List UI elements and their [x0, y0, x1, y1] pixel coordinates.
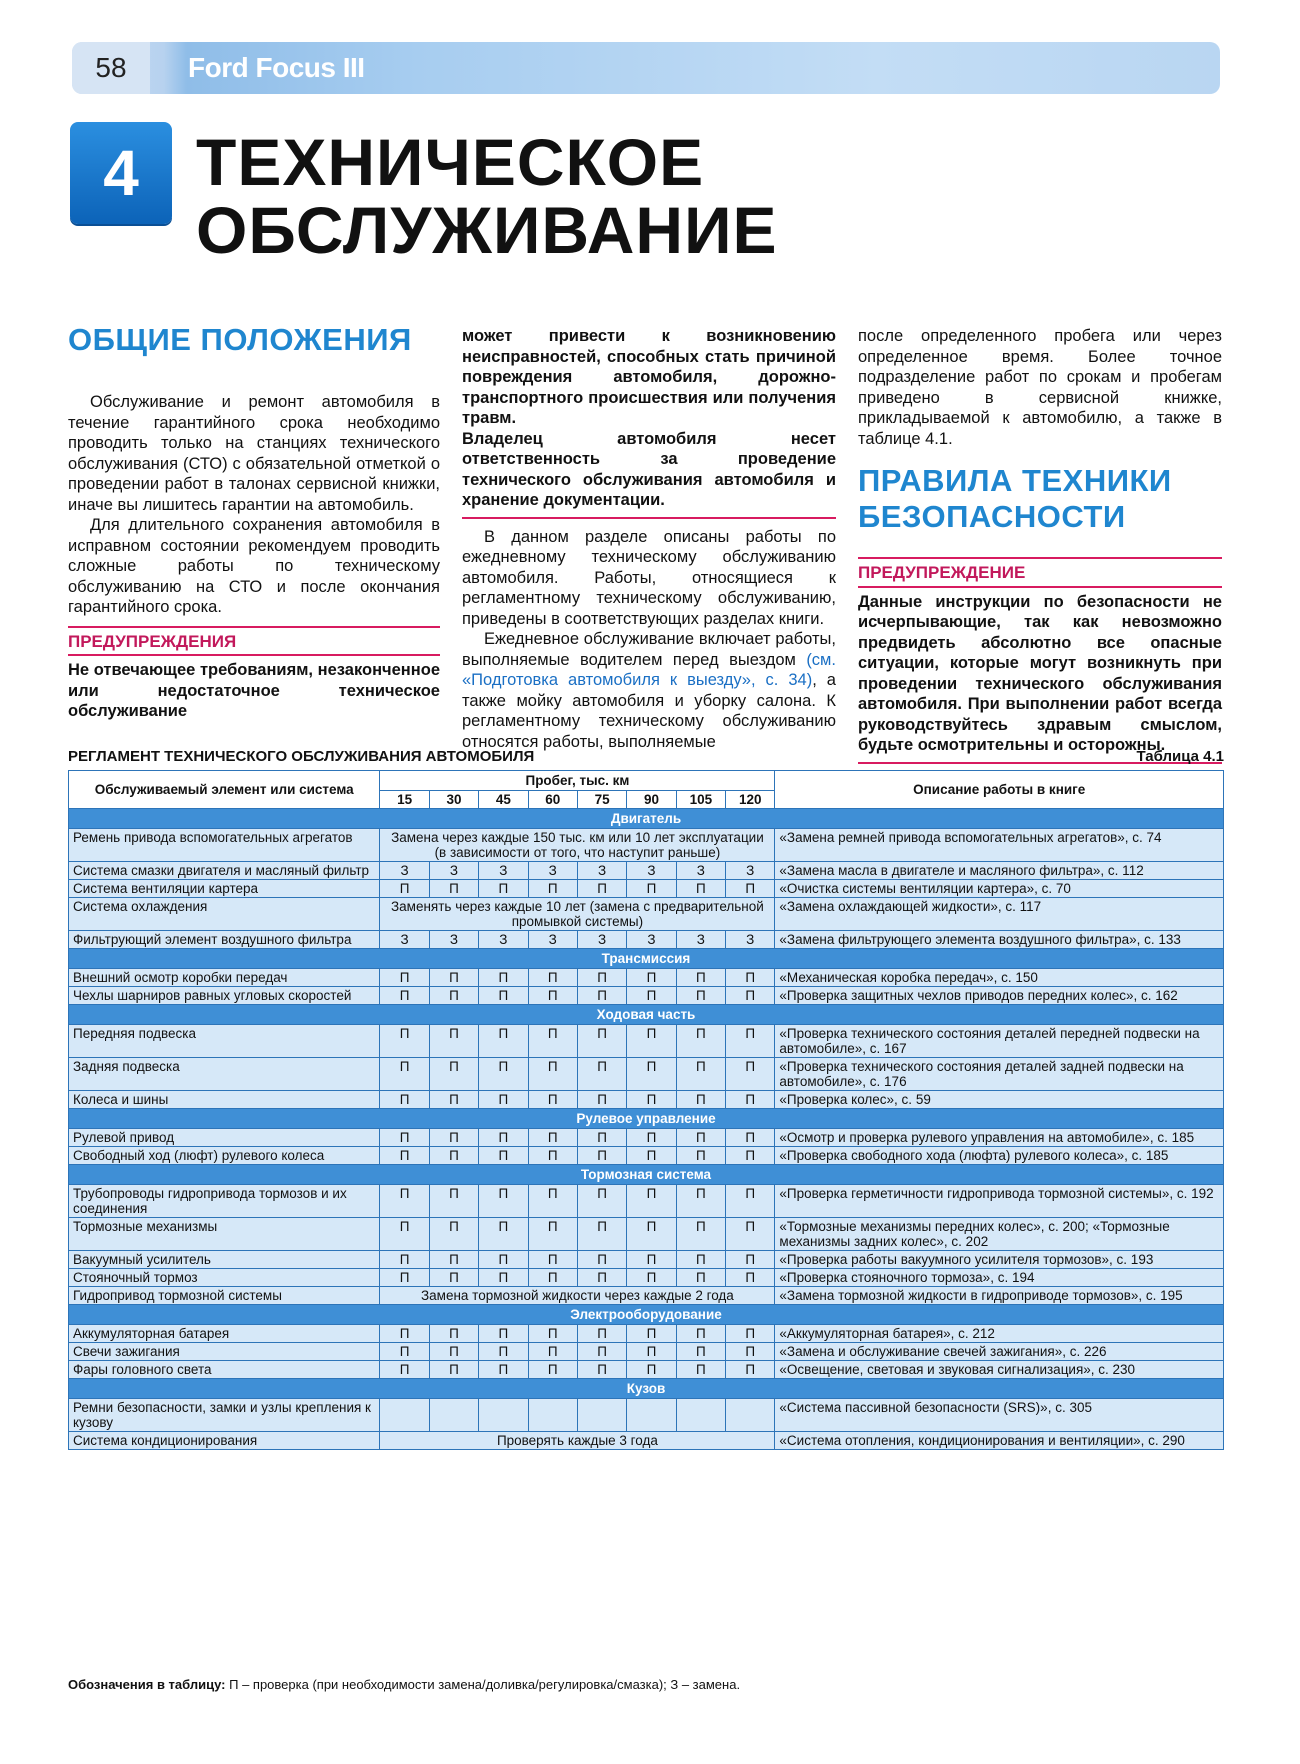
row-mileage-value: П — [528, 1129, 577, 1147]
row-mileage-value: П — [676, 1343, 725, 1361]
row-description: «Очистка системы вентиляции картера», с. 70 — [775, 880, 1224, 898]
header-item: Обслуживаемый элемент или система — [69, 771, 380, 809]
warning-heading: ПРЕДУПРЕЖДЕНИЕ — [858, 557, 1222, 584]
table-row — [69, 1147, 1224, 1165]
row-item-name: Тормозные механизмы — [69, 1218, 380, 1251]
row-description: «Система пассивной безопасности (SRS)», с. 305 — [775, 1399, 1224, 1432]
row-description: «Система отопления, кондиционирования и вентиляции», с. 290 — [775, 1432, 1224, 1450]
row-mileage-value: П — [726, 1091, 775, 1109]
row-item-name: Система смазки двигателя и масляный фильтр — [69, 862, 380, 880]
table-row — [69, 1269, 1224, 1287]
cross-reference-link[interactable]: (см. «Подготовка автомобиля к выезду», с. 34) — [462, 650, 836, 689]
row-mileage-value: П — [577, 1058, 626, 1091]
table-row — [69, 1091, 1224, 1109]
row-item-name: Ремни безопасности, замки и узлы крепления к кузову — [69, 1399, 380, 1432]
row-mileage-value — [479, 1399, 528, 1432]
row-mileage-value: П — [676, 1251, 725, 1269]
row-mileage-value: П — [429, 1343, 478, 1361]
row-mileage-value: П — [528, 1218, 577, 1251]
row-item-name: Чехлы шарниров равных угловых скоростей — [69, 987, 380, 1005]
table-row — [69, 1185, 1224, 1218]
row-mileage-value: П — [479, 1269, 528, 1287]
table-row — [69, 1432, 1224, 1450]
mileage-column-header: 90 — [627, 791, 676, 809]
row-item-name: Фильтрующий элемент воздушного фильтра — [69, 931, 380, 949]
row-mileage-value: П — [380, 1025, 429, 1058]
chapter-title: ТЕХНИЧЕСКОЕ ОБСЛУЖИВАНИЕ — [196, 125, 778, 267]
row-description: «Замена фильтрующего элемента воздушного фильтра», с. 133 — [775, 931, 1224, 949]
row-mileage-value: П — [380, 969, 429, 987]
table-row — [69, 1251, 1224, 1269]
mileage-column-header: 15 — [380, 791, 429, 809]
row-mileage-value: П — [627, 1129, 676, 1147]
row-mileage-value: П — [429, 1025, 478, 1058]
row-mileage-value: П — [429, 1129, 478, 1147]
maintenance-table — [68, 770, 1224, 1450]
row-mileage-value: П — [726, 1025, 775, 1058]
row-mileage-value — [676, 1399, 725, 1432]
row-item-name: Свободный ход (люфт) рулевого колеса — [69, 1147, 380, 1165]
row-mileage-value: П — [429, 1091, 478, 1109]
row-description: «Освещение, световая и звуковая сигнализация», с. 230 — [775, 1361, 1224, 1379]
row-description: «Замена тормозной жидкости в гидроприводе тормозов», с. 195 — [775, 1287, 1224, 1305]
table-section-row — [69, 1379, 1224, 1399]
row-mileage-value: П — [479, 1147, 528, 1165]
row-description: «Замена охлаждающей жидкости», с. 117 — [775, 898, 1224, 931]
row-mileage-value: П — [380, 1058, 429, 1091]
row-mileage-value: П — [528, 1361, 577, 1379]
row-mileage-value: П — [577, 1185, 626, 1218]
section-heading-general: ОБЩИЕ ПОЛОЖЕНИЯ — [68, 322, 412, 357]
row-mileage-value: П — [676, 1091, 725, 1109]
row-mileage-value: П — [676, 1269, 725, 1287]
row-item-name: Рулевой привод — [69, 1129, 380, 1147]
row-mileage-value: П — [627, 1325, 676, 1343]
header-mileage: Пробег, тыс. км — [380, 771, 775, 791]
row-mileage-value: П — [676, 1025, 725, 1058]
row-item-name: Стояночный тормоз — [69, 1269, 380, 1287]
row-mileage-value: П — [676, 987, 725, 1005]
row-mileage-value: П — [676, 880, 725, 898]
row-mileage-value: П — [528, 987, 577, 1005]
mileage-column-header: 30 — [429, 791, 478, 809]
row-mileage-value: П — [528, 1343, 577, 1361]
row-description: «Замена масла в двигателе и масляного фильтра», с. 112 — [775, 862, 1224, 880]
row-mileage-value: П — [528, 880, 577, 898]
row-item-name: Аккумуляторная батарея — [69, 1325, 380, 1343]
row-mileage-value: П — [726, 1269, 775, 1287]
row-mileage-value: П — [627, 987, 676, 1005]
row-interval-note: Проверять каждые 3 года — [380, 1432, 775, 1450]
row-item-name: Ремень привода вспомогательных агрегатов — [69, 829, 380, 862]
page-number: 58 — [72, 42, 150, 94]
column-3 — [858, 326, 1222, 772]
table-row — [69, 880, 1224, 898]
row-item-name: Система охлаждения — [69, 898, 380, 931]
row-item-name: Система вентиляции картера — [69, 880, 380, 898]
row-mileage-value: П — [479, 1361, 528, 1379]
table-row — [69, 1058, 1224, 1091]
row-mileage-value: П — [380, 1147, 429, 1165]
row-mileage-value: П — [627, 1343, 676, 1361]
row-item-name: Фары головного света — [69, 1361, 380, 1379]
paragraph: Для длительного сохранения автомобиля в исправном состоянии рекомендуем проводить сложные работы по техническому обслуживанию на СТО и после окончания гарантийного срока. — [68, 516, 440, 616]
row-mileage-value: П — [479, 1218, 528, 1251]
row-mileage-value: З — [676, 931, 725, 949]
row-mileage-value: П — [577, 1218, 626, 1251]
row-mileage-value: П — [429, 1269, 478, 1287]
row-mileage-value: П — [429, 1218, 478, 1251]
row-mileage-value: П — [429, 1058, 478, 1091]
row-description: «Проверка герметичности гидропривода тормозной системы», с. 192 — [775, 1185, 1224, 1218]
row-mileage-value: П — [429, 1361, 478, 1379]
table-row — [69, 1343, 1224, 1361]
table-row — [69, 931, 1224, 949]
row-mileage-value: П — [380, 987, 429, 1005]
row-mileage-value — [380, 1399, 429, 1432]
row-mileage-value: П — [627, 1185, 676, 1218]
row-mileage-value — [429, 1399, 478, 1432]
section-title: Рулевое управление — [69, 1109, 1224, 1129]
row-mileage-value: З — [479, 862, 528, 880]
header-description: Описание работы в книге — [775, 771, 1224, 809]
row-mileage-value: П — [726, 1147, 775, 1165]
row-mileage-value: П — [380, 1185, 429, 1218]
row-mileage-value: З — [577, 931, 626, 949]
section-title: Кузов — [69, 1379, 1224, 1399]
row-description: «Проверка свободного хода (люфта) рулевого колеса», с. 185 — [775, 1147, 1224, 1165]
row-mileage-value: З — [726, 931, 775, 949]
row-description: «Проверка стояночного тормоза», с. 194 — [775, 1269, 1224, 1287]
row-mileage-value: П — [429, 987, 478, 1005]
warning-text: Владелец автомобиля несет ответственность за проведение технического обслуживания автомобиля и хранение документации. — [462, 429, 836, 509]
row-mileage-value: П — [528, 1185, 577, 1218]
row-mileage-value: П — [577, 880, 626, 898]
row-mileage-value: П — [627, 880, 676, 898]
row-mileage-value: П — [528, 1058, 577, 1091]
row-description: «Тормозные механизмы передних колес», с. 200; «Тормозные механизмы задних колес», с. 202 — [775, 1218, 1224, 1251]
table-number: Таблица 4.1 — [1136, 748, 1224, 765]
divider — [858, 586, 1222, 588]
paragraph: после определенного пробега или через определенное время. Более точное подразделение работ по срокам и пробегам приведено в сервисной книжке, прикладываемой к автомобилю, а также в таблице 4.1. — [858, 327, 1222, 448]
row-mileage-value: П — [429, 1325, 478, 1343]
table-row — [69, 969, 1224, 987]
row-mileage-value: П — [676, 1361, 725, 1379]
row-mileage-value: П — [380, 1269, 429, 1287]
table-row — [69, 1325, 1224, 1343]
row-interval-note: Заменять через каждые 10 лет (замена с предварительной промывкой системы) — [380, 898, 775, 931]
table-row — [69, 1025, 1224, 1058]
row-mileage-value: П — [479, 1025, 528, 1058]
row-mileage-value: П — [380, 1343, 429, 1361]
mileage-column-header: 105 — [676, 791, 725, 809]
table-section-row — [69, 1109, 1224, 1129]
row-mileage-value: П — [577, 1251, 626, 1269]
row-mileage-value: П — [479, 1325, 528, 1343]
row-mileage-value: П — [676, 1325, 725, 1343]
table-row — [69, 829, 1224, 862]
row-mileage-value: З — [380, 862, 429, 880]
row-mileage-value: П — [627, 1251, 676, 1269]
row-mileage-value: П — [429, 969, 478, 987]
row-mileage-value: П — [627, 1025, 676, 1058]
row-mileage-value: З — [726, 862, 775, 880]
row-mileage-value: З — [479, 931, 528, 949]
row-mileage-value: П — [726, 1325, 775, 1343]
row-description: «Замена ремней привода вспомогательных агрегатов», с. 74 — [775, 829, 1224, 862]
row-mileage-value: П — [429, 1185, 478, 1218]
row-mileage-value: П — [528, 1091, 577, 1109]
row-mileage-value: П — [577, 1269, 626, 1287]
paragraph: В данном разделе описаны работы по ежедневному техническому обслуживанию автомобиля. Работы, относящиеся к регламентному техническому обслуживанию, приведены в соответствующих разделах книги. — [462, 527, 836, 628]
row-description: «Проверка колес», с. 59 — [775, 1091, 1224, 1109]
row-mileage-value: П — [676, 1129, 725, 1147]
row-mileage-value: П — [627, 1058, 676, 1091]
row-mileage-value: З — [676, 862, 725, 880]
row-mileage-value: П — [429, 880, 478, 898]
row-item-name: Внешний осмотр коробки передач — [69, 969, 380, 987]
table-row — [69, 1129, 1224, 1147]
row-mileage-value: П — [726, 987, 775, 1005]
row-item-name: Трубопроводы гидропривода тормозов и их соединения — [69, 1185, 380, 1218]
row-mileage-value: П — [528, 1251, 577, 1269]
row-mileage-value: П — [479, 1091, 528, 1109]
row-mileage-value: П — [676, 1218, 725, 1251]
row-mileage-value: П — [479, 880, 528, 898]
row-description: «Аккумуляторная батарея», с. 212 — [775, 1325, 1224, 1343]
section-title: Двигатель — [69, 809, 1224, 829]
row-mileage-value: П — [479, 1129, 528, 1147]
column-1 — [68, 322, 440, 722]
row-mileage-value — [726, 1399, 775, 1432]
row-mileage-value: П — [429, 1147, 478, 1165]
row-mileage-value: П — [577, 1129, 626, 1147]
row-description: «Проверка защитных чехлов приводов передних колес», с. 162 — [775, 987, 1224, 1005]
row-mileage-value: П — [726, 880, 775, 898]
row-mileage-value: П — [528, 1325, 577, 1343]
table-row — [69, 1399, 1224, 1432]
row-mileage-value: П — [627, 1269, 676, 1287]
row-interval-note: Замена через каждые 150 тыс. км или 10 лет эксплуатации (в зависимости от того, что наступит раньше) — [380, 829, 775, 862]
row-mileage-value: П — [479, 1343, 528, 1361]
row-mileage-value: П — [726, 1129, 775, 1147]
mileage-column-header: 75 — [577, 791, 626, 809]
row-mileage-value: З — [627, 931, 676, 949]
row-mileage-value: П — [380, 1325, 429, 1343]
row-mileage-value: П — [479, 987, 528, 1005]
table-section-row — [69, 949, 1224, 969]
mileage-column-header: 60 — [528, 791, 577, 809]
table-section-row — [69, 809, 1224, 829]
row-mileage-value: П — [479, 1251, 528, 1269]
row-description: «Проверка технического состояния деталей задней подвески на автомобиле», с. 176 — [775, 1058, 1224, 1091]
row-description: «Проверка работы вакуумного усилителя тормозов», с. 193 — [775, 1251, 1224, 1269]
row-mileage-value: П — [577, 1361, 626, 1379]
table-row — [69, 898, 1224, 931]
row-mileage-value: П — [577, 1343, 626, 1361]
row-mileage-value: З — [380, 931, 429, 949]
row-mileage-value: П — [676, 1185, 725, 1218]
chapter-number: 4 — [70, 122, 172, 224]
row-mileage-value: П — [676, 1147, 725, 1165]
warning-text: может привести к возникновению неисправностей, способных стать причиной повреждения автомобиля, дорожно-транспортного происшествия или получения травм. — [462, 327, 836, 427]
section-title: Ходовая часть — [69, 1005, 1224, 1025]
row-mileage-value: П — [380, 1251, 429, 1269]
row-mileage-value: П — [726, 1185, 775, 1218]
row-mileage-value: П — [627, 969, 676, 987]
row-item-name: Гидропривод тормозной системы — [69, 1287, 380, 1305]
row-item-name: Свечи зажигания — [69, 1343, 380, 1361]
warning-text: Данные инструкции по безопасности не исчерпывающие, так как невозможно предвидеть абсолютно все опасные ситуации, которые могут возникнуть при проведении технического обслуживания автомобиля. При выполнении работ всегда руководствуйтесь здравым смыслом, будьте осмотрительны и осторожны. — [858, 592, 1222, 754]
table-legend: Обозначения в таблицу: П – проверка (при необходимости замена/доливка/регулировка/смазка); З – замена. — [68, 1677, 741, 1692]
row-mileage-value: П — [577, 987, 626, 1005]
warning-text: Не отвечающее требованиям, незаконченное или недостаточное техническое обслуживание — [68, 661, 440, 720]
row-mileage-value: З — [528, 931, 577, 949]
section-heading-safety: ПРАВИЛА ТЕХНИКИ БЕЗОПАСНОСТИ — [858, 463, 1172, 534]
mileage-column-header: 45 — [479, 791, 528, 809]
row-description: «Проверка технического состояния деталей передней подвески на автомобиле», с. 167 — [775, 1025, 1224, 1058]
section-title: Трансмиссия — [69, 949, 1224, 969]
mileage-column-header: 120 — [726, 791, 775, 809]
row-mileage-value: П — [528, 969, 577, 987]
warning-heading: ПРЕДУПРЕЖДЕНИЯ — [68, 626, 440, 653]
row-mileage-value: З — [429, 931, 478, 949]
row-mileage-value: П — [726, 969, 775, 987]
row-mileage-value: П — [528, 1025, 577, 1058]
table-section-row — [69, 1305, 1224, 1325]
row-mileage-value: П — [479, 1058, 528, 1091]
row-mileage-value: П — [479, 969, 528, 987]
table-section-row — [69, 1005, 1224, 1025]
table-row — [69, 987, 1224, 1005]
row-mileage-value: П — [380, 1361, 429, 1379]
row-description: «Механическая коробка передач», с. 150 — [775, 969, 1224, 987]
row-mileage-value: П — [726, 1218, 775, 1251]
row-mileage-value: П — [676, 969, 725, 987]
book-title: Ford Focus III — [188, 52, 365, 83]
row-mileage-value: П — [726, 1251, 775, 1269]
row-mileage-value: З — [528, 862, 577, 880]
row-item-name: Колеса и шины — [69, 1091, 380, 1109]
row-mileage-value: П — [528, 1269, 577, 1287]
table-caption: РЕГЛАМЕНТ ТЕХНИЧЕСКОГО ОБСЛУЖИВАНИЯ АВТОМОБИЛЯ Таблица 4.1 — [68, 748, 1224, 765]
row-mileage-value: П — [577, 1147, 626, 1165]
row-mileage-value: П — [380, 1129, 429, 1147]
row-mileage-value: П — [528, 1147, 577, 1165]
row-mileage-value — [577, 1399, 626, 1432]
row-mileage-value: З — [577, 862, 626, 880]
section-title: Тормозная система — [69, 1165, 1224, 1185]
row-interval-note: Замена тормозной жидкости через каждые 2 года — [380, 1287, 775, 1305]
row-item-name: Вакуумный усилитель — [69, 1251, 380, 1269]
row-mileage-value: П — [676, 1058, 725, 1091]
row-mileage-value: П — [726, 1058, 775, 1091]
row-mileage-value: П — [577, 1091, 626, 1109]
row-mileage-value: П — [726, 1361, 775, 1379]
row-mileage-value: П — [627, 1361, 676, 1379]
row-mileage-value — [627, 1399, 676, 1432]
row-mileage-value: П — [577, 1325, 626, 1343]
row-mileage-value: П — [627, 1218, 676, 1251]
row-mileage-value: П — [380, 1218, 429, 1251]
row-mileage-value: П — [726, 1343, 775, 1361]
row-mileage-value: П — [429, 1251, 478, 1269]
row-mileage-value: З — [627, 862, 676, 880]
row-mileage-value: З — [429, 862, 478, 880]
row-mileage-value: П — [479, 1185, 528, 1218]
table-section-row — [69, 1165, 1224, 1185]
row-item-name: Система кондиционирования — [69, 1432, 380, 1450]
row-mileage-value: П — [380, 880, 429, 898]
row-mileage-value: П — [577, 1025, 626, 1058]
row-mileage-value: П — [627, 1147, 676, 1165]
row-mileage-value: П — [380, 1091, 429, 1109]
row-description: «Замена и обслуживание свечей зажигания», с. 226 — [775, 1343, 1224, 1361]
table-row — [69, 862, 1224, 880]
table-row — [69, 1361, 1224, 1379]
paragraph: Обслуживание и ремонт автомобиля в течение гарантийного срока необходимо проводить только на станциях технического обслуживания (СТО) с обязательной отметкой о проведении работ в талонах сервисной книжки, иначе вы лишитесь гарантии на автомобиль. — [68, 393, 440, 514]
row-description: «Осмотр и проверка рулевого управления на автомобиле», с. 185 — [775, 1129, 1224, 1147]
divider — [68, 654, 440, 656]
row-mileage-value: П — [627, 1091, 676, 1109]
column-2 — [462, 326, 836, 752]
table-row — [69, 1287, 1224, 1305]
section-title: Электрооборудование — [69, 1305, 1224, 1325]
row-mileage-value: П — [577, 969, 626, 987]
row-item-name: Передняя подвеска — [69, 1025, 380, 1058]
paragraph: Ежедневное обслуживание включает работы, выполняемые водителем перед выездом (см. «Подготовка автомобиля к выезду», с. 34), а также мойку автомобиля и уборку салона. К регламентному техническому обслуживанию относятся работы, выполняемые — [462, 630, 836, 751]
row-item-name: Задняя подвеска — [69, 1058, 380, 1091]
row-mileage-value — [528, 1399, 577, 1432]
table-row — [69, 1218, 1224, 1251]
divider — [462, 517, 836, 519]
